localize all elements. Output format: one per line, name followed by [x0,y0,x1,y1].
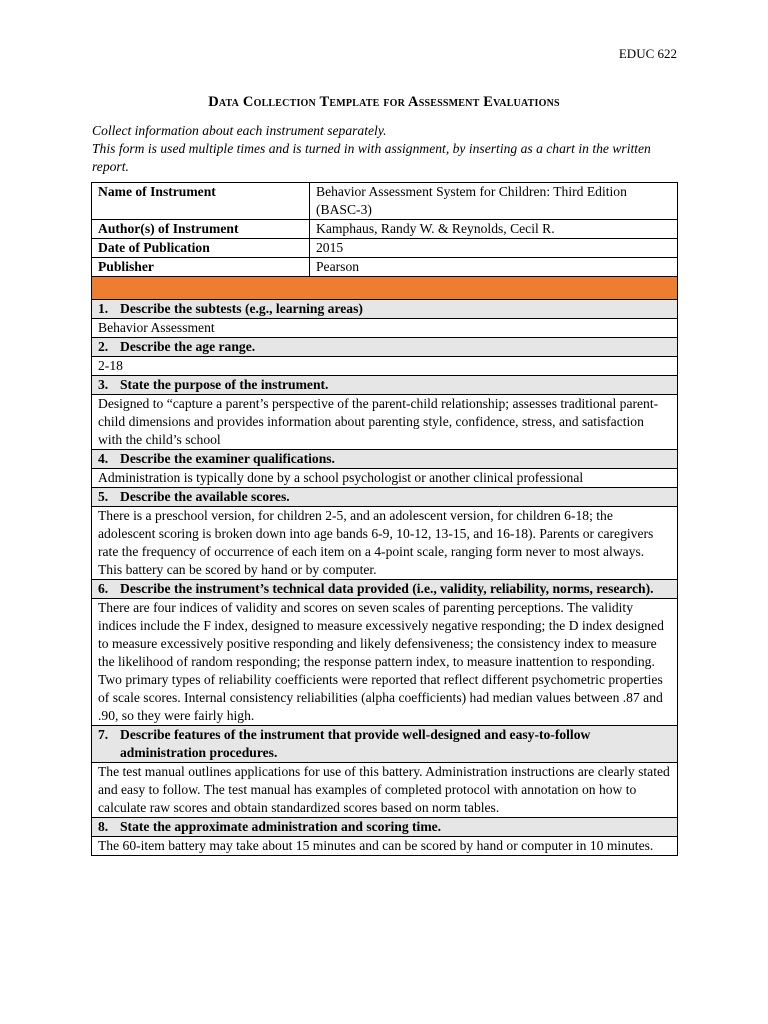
question-text: Describe the available scores. [120,489,290,504]
info-value: Kamphaus, Randy W. & Reynolds, Cecil R. [310,220,678,239]
table-row [92,183,678,220]
question-row [92,488,678,507]
answer-row [92,837,678,856]
question-cell [92,818,678,837]
question-text: Describe features of the instrument that provide well-designed and easy-to-follow administration procedures. [120,727,591,760]
answer-text: The test manual outlines applications for use of this battery. Administration instructions are clearly stated and easy to follow. The test manual has examples of completed protocol with annotation on how to calculate raw scores and obtain standardized scores based on norm tables. [92,763,678,818]
intro-line-1: Collect information about each instrument separately. [92,123,387,138]
question-cell [92,338,678,357]
question-number: 5. [98,489,109,504]
question-cell [92,488,678,507]
question-row [92,300,678,319]
info-label: Name of Instrument [92,183,310,220]
table-row [92,220,678,239]
info-value: Pearson [310,258,678,277]
answer-row [92,395,678,450]
question-row [92,376,678,395]
answer-row [92,357,678,376]
question-number: 3. [98,377,109,392]
info-label: Publisher [92,258,310,277]
question-cell [92,726,678,763]
info-label: Date of Publication [92,239,310,258]
question-text: Describe the age range. [120,339,256,354]
question-cell [92,300,678,319]
question-number: 8. [98,819,109,834]
orange-divider-row [92,277,678,300]
question-number: 7. [98,727,109,742]
question-row [92,580,678,599]
answer-row [92,319,678,338]
answer-text: Behavior Assessment [92,319,678,338]
question-text: Describe the examiner qualifications. [120,451,335,466]
answer-text: There is a preschool version, for children 2-5, and an adolescent version, for children 6-18; the adolescent scoring is broken down into age bands 6-9, 10-12, 13-15, and 16-18). Parents or caregivers rate the frequency of occurrence of each item on a 4-point scale, ranging form never to most always. This battery can be scored by hand or by computer. [92,507,678,580]
answer-text: There are four indices of validity and scores on seven scales of parenting perceptions. The validity indices include the F index, designed to measure excessively negative responding; the D index designed to measure excessively positive responding and likely defensiveness; the consistency index to measure the likelihood of random responding; the response pattern index, to measure inattention to responding. Two primary types of reliability coefficients were reported that reflect different psychometric properties of scale scores. Internal consistency reliabilities (alpha coefficients) had median values between .87 and .90, so they were fairly high. [92,599,678,726]
answer-text: The 60-item battery may take about 15 minutes and can be scored by hand or computer in 10 minutes. [92,837,678,856]
question-number: 6. [98,581,109,596]
info-value: Behavior Assessment System for Children: Third Edition (BASC-3) [310,183,678,220]
answer-row [92,763,678,818]
question-row [92,450,678,469]
question-text: State the approximate administration and scoring time. [120,819,442,834]
question-text: State the purpose of the instrument. [120,377,329,392]
answer-row [92,599,678,726]
table-row [92,258,678,277]
answer-text: 2-18 [92,357,678,376]
question-row [92,338,678,357]
document-title: Data Collection Template for Assessment Evaluations [208,94,560,110]
question-number: 4. [98,451,109,466]
intro-text [92,122,682,176]
info-label: Author(s) of Instrument [92,220,310,239]
question-number: 2. [98,339,109,354]
question-row [92,818,678,837]
answer-row [92,469,678,488]
question-text: Describe the subtests (e.g., learning areas) [120,301,363,316]
question-row [92,726,678,763]
orange-divider [92,277,678,300]
question-cell [92,376,678,395]
answer-text: Designed to “capture a parent’s perspective of the parent-child relationship; assesses traditional parent-child dimensions and provides information about parenting style, confidence, stress, and satisfaction with the child’s school [92,395,678,450]
question-number: 1. [98,301,109,316]
question-cell [92,580,678,599]
answer-text: Administration is typically done by a school psychologist or another clinical professional [92,469,678,488]
table-row [92,239,678,258]
info-value: 2015 [310,239,678,258]
question-cell [92,450,678,469]
question-text: Describe the instrument’s technical data provided (i.e., validity, reliability, norms, research). [120,581,654,596]
instrument-table [91,182,678,856]
course-code: EDUC 622 [618,46,677,61]
intro-line-2: This form is used multiple times and is turned in with assignment, by inserting as a chart in the written report. [92,141,651,174]
answer-row [92,507,678,580]
